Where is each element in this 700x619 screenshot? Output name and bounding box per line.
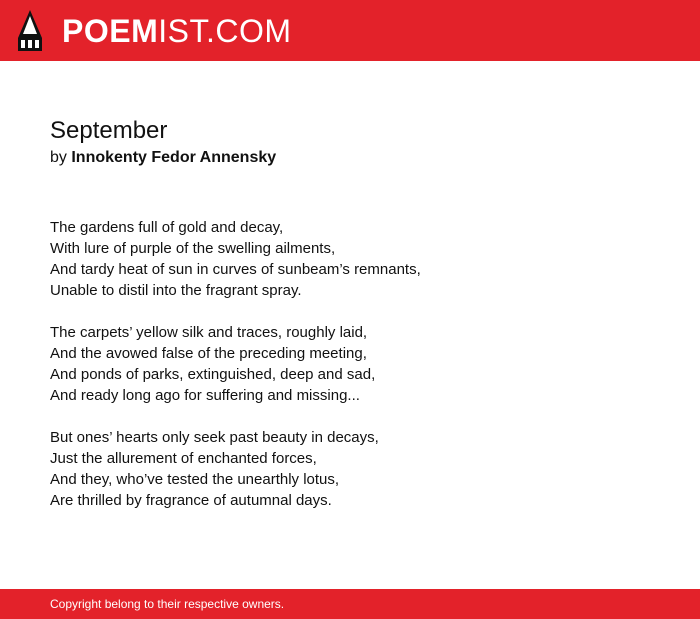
site-footer bbox=[0, 589, 700, 619]
poem-body bbox=[50, 217, 670, 511]
poem-title: September bbox=[50, 117, 168, 144]
site-header bbox=[0, 0, 700, 61]
logo-bold-text: POEM bbox=[62, 13, 159, 49]
poem-content bbox=[50, 116, 670, 532]
poem-line: And they, who’ve tested the unearthly lotus, bbox=[50, 471, 340, 488]
poem-line: With lure of purple of the swelling ailments, bbox=[50, 240, 336, 257]
poem-line: Unable to distil into the fragrant spray. bbox=[50, 282, 302, 299]
stanza bbox=[50, 322, 670, 406]
poem-line: The gardens full of gold and decay, bbox=[50, 219, 284, 236]
stanza bbox=[50, 217, 670, 301]
poem-line: But ones’ hearts only seek past beauty in decays, bbox=[50, 429, 379, 446]
poem-line: Just the allurement of enchanted forces, bbox=[50, 450, 317, 467]
logo-light-text: IST.COM bbox=[158, 13, 292, 49]
poem-author: Innokenty Fedor Annensky bbox=[71, 149, 277, 166]
copyright-notice: Copyright belong to their respective owners. bbox=[50, 597, 285, 611]
pencil-tip-icon[interactable] bbox=[18, 10, 42, 51]
poem-line: And ponds of parks, extinguished, deep and sad, bbox=[50, 366, 376, 383]
poem-line: Are thrilled by fragrance of autumnal days. bbox=[50, 492, 332, 509]
poem-line: And ready long ago for suffering and missing... bbox=[50, 387, 360, 404]
stanza bbox=[50, 427, 670, 511]
poem-line: And tardy heat of sun in curves of sunbeam’s remnants, bbox=[50, 261, 421, 278]
by-label: by bbox=[50, 149, 67, 166]
poem-line: And the avowed false of the preceding meeting, bbox=[50, 345, 367, 362]
poem-line: The carpets’ yellow silk and traces, roughly laid, bbox=[50, 324, 368, 341]
poem-byline bbox=[50, 146, 670, 170]
site-logo[interactable] bbox=[62, 12, 292, 50]
